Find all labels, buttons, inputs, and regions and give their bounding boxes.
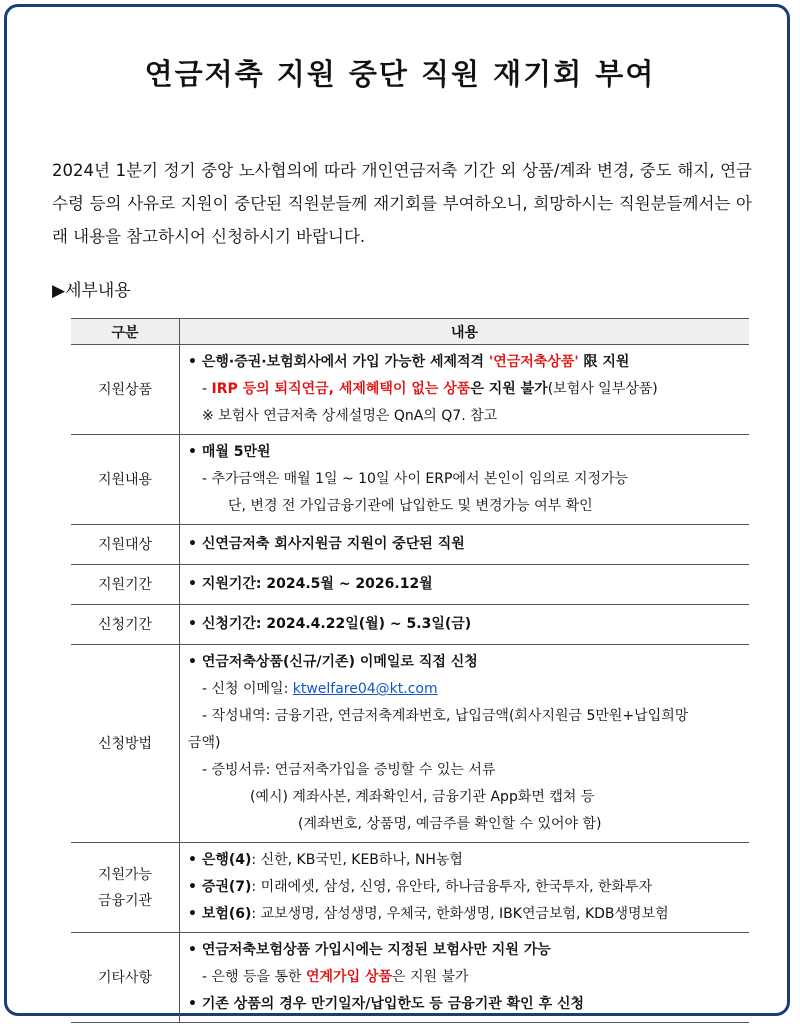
row-content-target: • 신연금저축 회사지원금 지원이 중단된 직원 xyxy=(180,525,750,565)
table-row xyxy=(71,933,749,1023)
method-line-2: - 신청 이메일: ktwelfare04@kt.com xyxy=(202,681,438,697)
row-label-method: 신청방법 xyxy=(71,645,180,843)
row-label-amount: 지원내용 xyxy=(71,435,180,525)
method-line-1: • 연금저축상품(신규/기존) 이메일로 직접 신청 xyxy=(188,654,478,670)
etc-line-2: - 은행 등을 통한 연계가입 상품은 지원 불가 xyxy=(202,969,469,985)
product-line-1: • 은행·증권·보험회사에서 가입 가능한 세제적격 '연금저축상품' 限 지원 xyxy=(188,354,630,370)
table-row xyxy=(71,565,749,605)
row-content-product xyxy=(180,345,750,435)
amount-line-2: - 추가금액은 매월 1일 ~ 10일 사이 ERP에서 본인이 임의로 지정가능 xyxy=(202,471,629,487)
row-content-amount xyxy=(180,435,750,525)
table-row xyxy=(71,605,749,645)
detail-table xyxy=(71,318,749,1023)
method-line-5: (예시) 계좌사본, 계좌확인서, 금융기관 App화면 캡쳐 등 xyxy=(250,789,595,805)
method-line-4: - 증빙서류: 연금저축가입을 증빙할 수 있는 서류 xyxy=(202,762,496,778)
amount-line-3: 단, 변경 전 가입금융기관에 납입한도 및 변경가능 여부 확인 xyxy=(228,498,593,514)
method-line-6: (계좌번호, 상품명, 예금주를 확인할 수 있어야 함) xyxy=(298,816,602,832)
row-content-institutions xyxy=(180,843,750,933)
institutions-insurance: • 보험(6): 교보생명, 삼성생명, 우체국, 한화생명, IBK연금보험, KDB생명보험 xyxy=(188,906,669,922)
table-row xyxy=(71,435,749,525)
method-line-3b: 금액) xyxy=(188,735,221,751)
row-content-method xyxy=(180,645,750,843)
product-line-2: - IRP 등의 퇴직연금, 세제혜택이 없는 상품은 지원 불가(보험사 일부상품) xyxy=(202,381,658,397)
row-label-institutions: 지원가능 금융기관 xyxy=(71,843,180,933)
table-row xyxy=(71,645,749,843)
row-content-apply-period: • 신청기간: 2024.4.22일(월) ~ 5.3일(금) xyxy=(180,605,750,645)
email-link[interactable]: ktwelfare04@kt.com xyxy=(292,681,438,697)
etc-line-1: • 연금저축보험상품 가입시에는 지정된 보험사만 지원 가능 xyxy=(188,942,551,958)
intro-paragraph: 2024년 1분기 정기 중앙 노사협의에 따라 개인연금저축 기간 외 상품/계좌 변경, 중도 해지, 연금 수령 등의 사유로 지원이 중단된 직원분들께 재기회를 부여하오니, 희망하시는 직원분들께서는 아래 내용을 참고하시어 신청하시기 바랍니다. xyxy=(52,161,752,246)
row-label-etc: 기타사항 xyxy=(71,933,180,1023)
section-title: ▶세부내용 xyxy=(52,281,131,301)
table-row xyxy=(71,345,749,435)
institutions-bank: • 은행(4): 신한, KB국민, KEB하나, NH농협 xyxy=(188,852,463,868)
etc-line-3: • 기존 상품의 경우 만기일자/납입한도 등 금융기관 확인 후 신청 xyxy=(188,996,585,1012)
page-title: 연금저축 지원 중단 직원 재기회 부여 xyxy=(144,57,656,91)
product-line-3: ※ 보험사 연금저축 상세설명은 QnA의 Q7. 참고 xyxy=(202,408,498,424)
amount-line-1: • 매월 5만원 xyxy=(188,444,271,460)
row-label-product: 지원상품 xyxy=(71,345,180,435)
row-content-period: • 지원기간: 2024.5월 ~ 2026.12월 xyxy=(180,565,750,605)
header-category: 구분 xyxy=(71,319,180,345)
row-label-target: 지원대상 xyxy=(71,525,180,565)
institutions-securities: • 증권(7): 미래에셋, 삼성, 신영, 유안타, 하나금융투자, 한국투자, 한화투자 xyxy=(188,879,653,895)
header-content: 내용 xyxy=(180,319,750,345)
table-header-row xyxy=(71,319,749,345)
table-row xyxy=(71,843,749,933)
table-row xyxy=(71,525,749,565)
row-label-period: 지원기간 xyxy=(71,565,180,605)
row-label-apply-period: 신청기간 xyxy=(71,605,180,645)
row-content-etc xyxy=(180,933,750,1023)
method-line-3: - 작성내역: 금융기관, 연금저축계좌번호, 납입금액(회사지원금 5만원+납입희망 xyxy=(202,708,689,724)
